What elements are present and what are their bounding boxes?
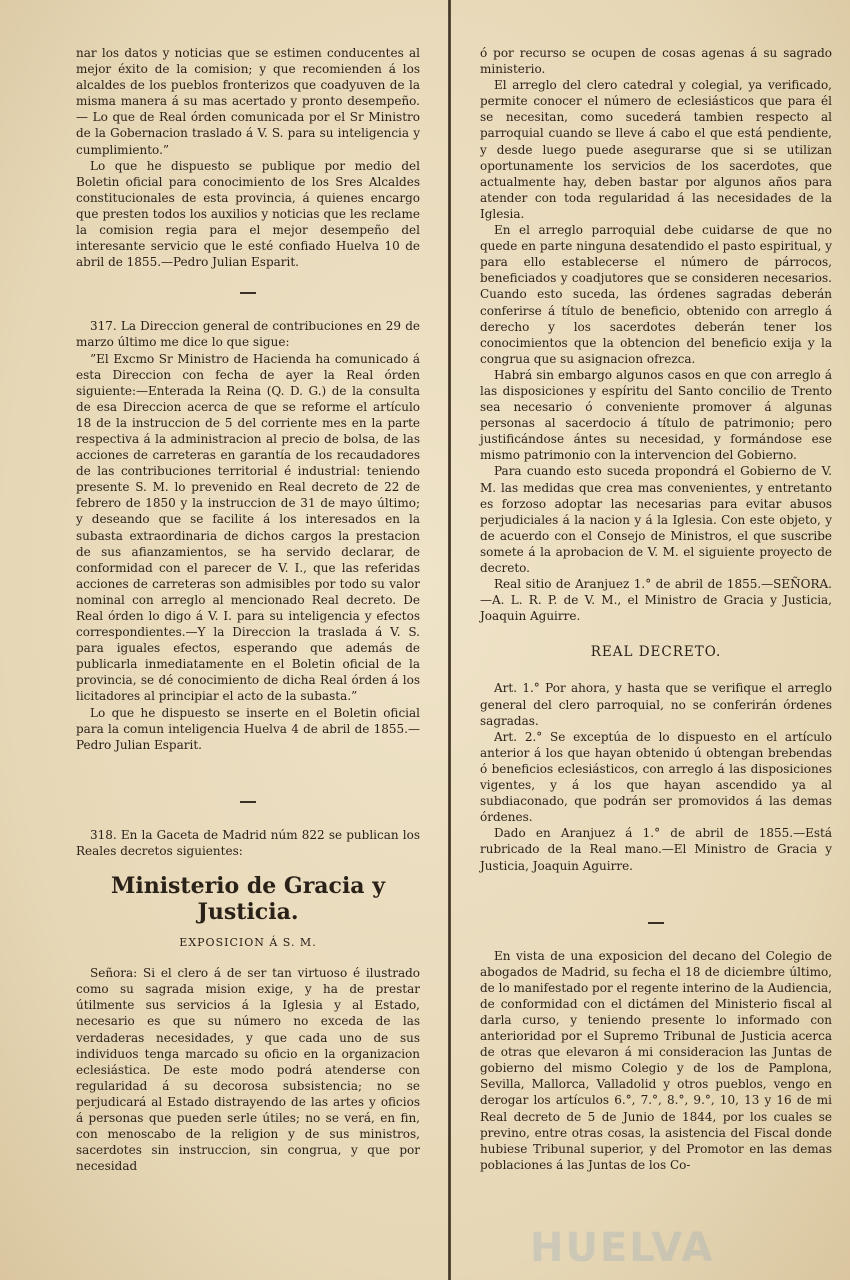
archive-watermark: HUELVA <box>530 1225 715 1271</box>
paragraph: Para cuando esto suceda propondrá el Gobierno de V. M. las medidas que crea mas convenientes, y entretanto es forzoso adoptar las necesarias para evitar abusos perjudiciales á la nacion y á la Iglesia. Con este objeto, y de acuerdo con el Consejo de Ministros, el que suscribe somete á la aprobacion de V. M. el siguiente proyecto de decreto. <box>480 464 832 575</box>
paragraph: El arreglo del clero catedral y colegial, ya verificado, permite conocer el número de eclesiásticos que para él se necesitan, como sucederá tambien respecto al parroquial cuando se lleve á cabo el que está pendiente, y desde luego puede asegurarse que si se utilizan oportunamente los servicios de los sacerdotes, que actualmente hay, deben bastar por algunos años para atender con toda regularidad á las necesidades de la Iglesia. <box>480 78 832 221</box>
decree-heading: REAL DECRETO. <box>590 644 722 661</box>
paragraph: Lo que he dispuesto se inserte en el Boletin oficial para la comun inteligencia Huelva 4 de abril de 1855.—Pedro Julian Esparit. <box>76 705 420 752</box>
paragraph: En vista de una exposicion del decano del Colegio de abogados de Madrid, su fecha el 18 de diciembre último, de lo manifestado por el regente interino de la Audiencia, de conformidad con el dictámen del Ministerio fiscal al darla curso, y teniendo presente lo informado con anterioridad por el Supremo Tribunal de Justicia acerca de otras que elevaron á mi consideracion las Juntas de gobierno del mismo Colegio y de los de Pamplona, Sevilla, Mallorca, Valladolid y otros pueblos, vengo en derogar los artículos 6.°, 7.°, 8.°, 9.°, 10, 13 y 16 de mi Real decreto de 5 de Junio de 1844, por los cuales se previno, entre otras cosas, la asistencia del Fiscal donde hubiese Tribunal superior, y del Promotor en las demas poblaciones á las Juntas de los Co- <box>480 948 832 1172</box>
section-title: Ministerio de Gracia y Justicia. <box>110 873 385 926</box>
paragraph: 317. La Direccion general de contribuciones en 29 de marzo último me dice lo que sigue: <box>76 319 420 350</box>
left-column <box>76 45 420 1174</box>
paragraph: nar los datos y noticias que se estimen conducentes al mejor éxito de la comision; y que recomienden á los alcaldes de los pueblos fronterizos que coadyuven de la misma manera á su mas acertado y pronto desempeño.— Lo que de Real órden comunicada por el Sr Ministro de la Gobernacion traslado á V. S. para su inteligencia y cumplimiento.” <box>76 46 420 157</box>
section-separator <box>240 801 256 803</box>
paragraph: Lo que he dispuesto se publique por medio del Boletin oficial para conocimiento de los Sres Alcaldes constitucionales de esta provincia, á quienes encargo que presten todos los auxilios y noticias que les reclame la comision regia para el mejor desempeño del interesante servicio que le esté confiado Huelva 10 de abril de 1855.—Pedro Julian Esparit. <box>76 158 420 270</box>
paragraph: Señora: Si el clero á de ser tan virtuoso é ilustrado como su sagrada mision exige, y ha de prestar útilmente sus servicios á la Iglesia y al Estado, necesario es que su número no exceda de las verdaderas necesidades, y que cada uno de sus individuos tenga marcado su oficio en la organizacion eclesiástica. De este modo podrá atenderse con regularidad á su decorosa subsistencia; no se perjudicará al Estado distrayendo de las artes y oficios á personas que pueden serle útiles; no se verá, en fin, con menoscabo de la religion y de sus ministros, sacerdotes sin instruccion, sin congrua, y que por necesidad <box>76 966 420 1174</box>
column-divider <box>448 0 451 1280</box>
paragraph: En el arreglo parroquial debe cuidarse de que no quede en parte ninguna desatendido el pasto espiritual, y para ello establecerse el número de párrocos, beneficiados y coadjutores que se consideren necesarios. Cuando esto suceda, las órdenes sagradas deberán conferirse á título de beneficio, obtenido con arreglo á derecho y los sacerdotes deberán tener los conocimientos que la obtencion del beneficio exija y la congrua que su asignacion ofrezca. <box>480 223 832 366</box>
paragraph: Habrá sin embargo algunos casos en que con arreglo á las disposiciones y espíritu del Santo concilio de Trento sea necesario ó conveniente promover á algunas personas al sacerdocio á título de patrimonio; pero justificándose ántes su necesidad, y formándose ese mismo patrimonio con la intervencion del Gobierno. <box>480 367 832 463</box>
paragraph: 318. En la Gaceta de Madrid núm 822 se publican los Reales decretos siguientes: <box>76 827 420 858</box>
paragraph: Real sitio de Aranjuez 1.° de abril de 1855.—SEÑORA.—A. L. R. P. de V. M., el Ministro de Gracia y Justicia, Joaquin Aguirre. <box>480 577 832 624</box>
section-separator <box>648 922 664 924</box>
subsection-heading: EXPOSICION Á S. M. <box>179 936 317 950</box>
paragraph: Art. 1.° Por ahora, y hasta que se verifique el arreglo general del clero parroquial, no se conferirán órdenes sagradas. <box>480 681 832 728</box>
spacer <box>480 874 832 900</box>
paragraph: ”El Excmo Sr Ministro de Hacienda ha comunicado á esta Direccion con fecha de ayer la Real órden siguiente:—Enterada la Reina (Q. D. G.) de la consulta de esa Direccion acerca de que se reforme el artículo 18 de la instruccion de 5 del corriente mes en la parte respectiva á la administracion al precio de bolsa, de las acciones de carreteras en garantía de los recaudadores de las contribuciones territorial é industrial: teniendo presente S. M. lo prevenido en Real decreto de 22 de febrero de 1850 y la instruccion de 31 de mayo último; y deseando que se facilite á los interesados en la subasta extraordinaria de dichos cargos la prestacion de sus afianzamientos, se ha servido declarar, de conformidad con el parecer de V. I., que las referidas acciones de carreteras son admisibles por todo su valor nominal con arreglo al mencionado Real decreto. De Real órden lo digo á V. I. para su inteligencia y efectos correspondientes.—Y la Direccion la traslada á V. S. para iguales efectos, esperando que además de publicarla inmediatamente en el Boletin oficial de la provincia, se dé conocimiento de dicha Real órden á los licitadores al principiar el acto de la subasta.” <box>76 351 420 704</box>
paragraph: Dado en Aranjuez á 1.° de abril de 1855.—Está rubricado de la Real mano.—El Ministro de Gracia y Justicia, Joaquin Aguirre. <box>480 826 832 873</box>
paragraph: ó por recurso se ocupen de cosas agenas á su sagrado ministerio. <box>480 46 832 77</box>
paragraph: Art. 2.° Se exceptúa de lo dispuesto en el artículo anterior á los que hayan obtenido ú obtengan brebendas ó beneficios eclesiásticos, con arreglo á las disposiciones vigentes, y á los que hayan ascendido ya al subdiaconado, que podrán ser promovidos á las demas órdenes. <box>480 729 832 825</box>
section-separator <box>240 292 256 294</box>
right-column <box>480 45 832 1173</box>
spacer <box>76 753 420 779</box>
